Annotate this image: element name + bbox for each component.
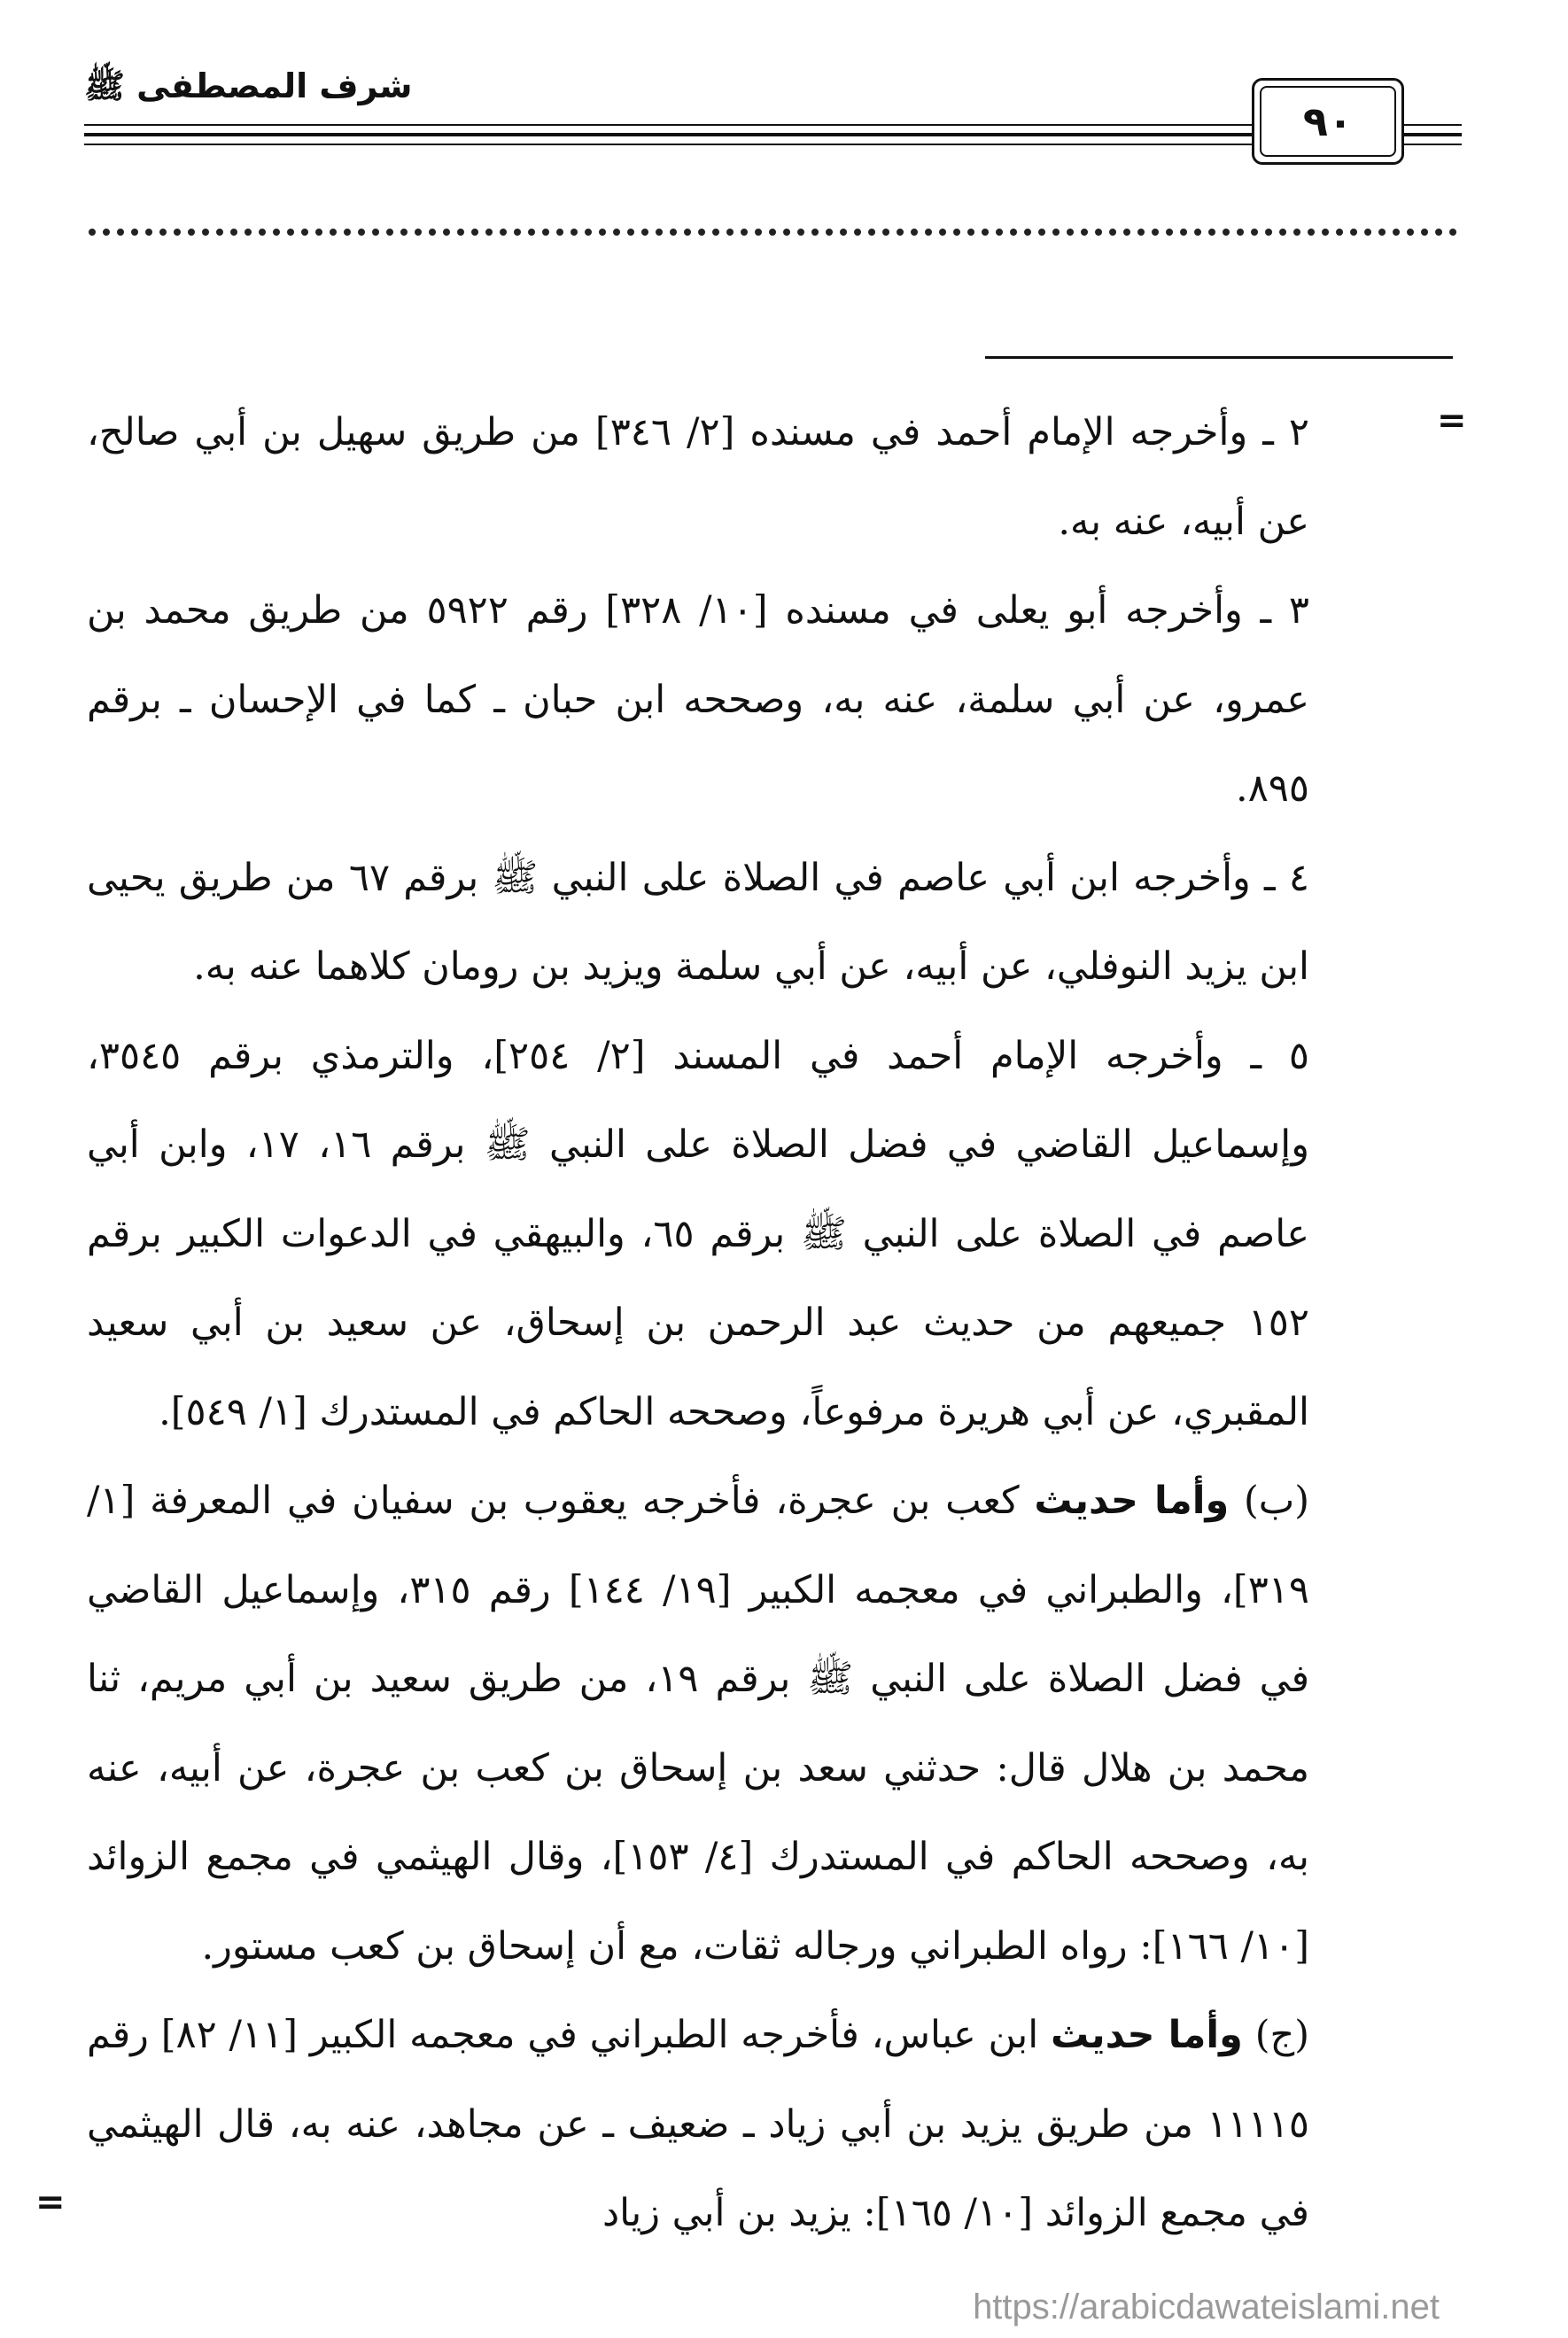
running-title: شرف المصطفى ﷺ	[84, 66, 413, 105]
paragraph-text: ابن عباس، فأخرجه الطبراني في معجمه الكبير [١١/ ٨٢] رقم ١١١١٥ من طريق يزيد بن أبي زياد ـ ضعيف ـ عن مجاهد، عنه به، قال الهيثمي في مجمع الزوائد [١٠/ ١٦٥]: يزيد بن أبي زياد	[87, 2013, 1309, 2235]
footnote-paragraph: ٢ ـ وأخرجه الإمام أحمد في مسنده [٢/ ٣٤٦] من طريق سهيل بن أبي صالح، عن أبيه، عنه به.	[87, 410, 1309, 544]
footnote-paragraph: ٤ ـ وأخرجه ابن أبي عاصم في الصلاة على النبي ﷺ برقم ٦٧ من طريق يحيى ابن يزيد النوفلي، عن أبيه، عن أبي سلمة ويزيد بن رومان كلاهما عنه به.	[87, 855, 1309, 989]
footnote-separator	[985, 356, 1453, 359]
watermark-url: https://arabicdawateislami.net	[973, 2288, 1440, 2326]
paragraph-text: كعب بن عجرة، فأخرجه يعقوب بن سفيان في المعرفة [١/ ٣١٩]، والطبراني في معجمه الكبير [١٩/ ١٤٤] رقم ٣١٥، وإسماعيل القاضي في فضل الصلاة على النبي ﷺ برقم ١٩، من طريق سعيد بن أبي مريم، ثنا محمد بن هلال قال: حدثني سعد بن إسحاق بن كعب بن عجرة، عن أبيه، عنه به، وصححه الحاكم في المستدرك [٤/ ١٥٣]، وقال الهيثمي في مجمع الزوائد [١٠/ ١٦٦]: رواه الطبراني ورجاله ثقات، مع أن إسحاق بن كعب مستور.	[87, 1479, 1309, 1969]
footnotes-body	[87, 388, 1309, 2258]
footnote-paragraph	[87, 1991, 1309, 2258]
continuation-mark-top: =	[1437, 400, 1467, 441]
page-number-box	[1252, 78, 1404, 165]
continuation-mark-bottom: =	[35, 2182, 66, 2223]
dotted-divider	[89, 229, 1457, 236]
footnote-paragraph: ٣ ـ وأخرجه أبو يعلى في مسنده [١٠/ ٣٢٨] رقم ٥٩٢٢ من طريق محمد بن عمرو، عن أبي سلمة، عنه به، وصححه ابن حبان ـ كما في الإحسان ـ برقم ٨٩٥.	[87, 588, 1309, 811]
footnote-paragraph: ٥ ـ وأخرجه الإمام أحمد في المسند [٢/ ٢٥٤]، والترمذي برقم ٣٥٤٥، وإسماعيل القاضي في فضل الصلاة على النبي ﷺ برقم ١٦، ١٧، وابن أبي عاصم في الصلاة على النبي ﷺ برقم ٦٥، والبيهقي في الدعوات الكبير برقم ١٥٢ جميعهم من حديث عبد الرحمن بن إسحاق، عن سعيد بن أبي سعيد المقبري، عن أبي هريرة مرفوعاً، وصححه الحاكم في المستدرك [١/ ٥٤٩].	[87, 1033, 1310, 1434]
section-marker: (ب)	[1229, 1479, 1310, 1523]
bold-lead: وأما حديث	[1051, 2013, 1243, 2057]
page-number: ٩٠	[1260, 86, 1396, 157]
footnote-paragraph	[87, 1456, 1309, 1991]
bold-lead: وأما حديث	[1034, 1479, 1230, 1523]
section-marker: (ج)	[1242, 2013, 1310, 2057]
